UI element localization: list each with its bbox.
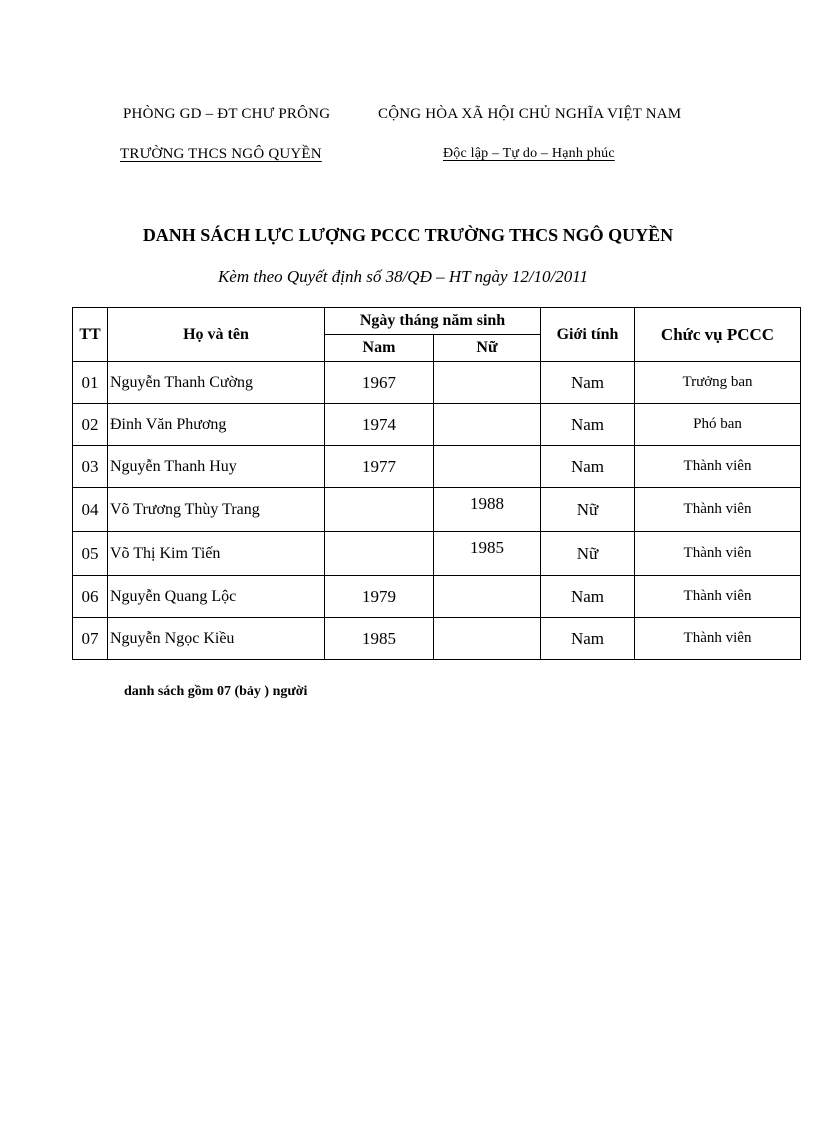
row-name: Võ Thị Kim Tiến [108,532,325,576]
department-name: PHÒNG GD – ĐT CHƯ PRÔNG [123,106,331,122]
table-row [73,576,801,618]
header-row [73,308,801,335]
row-male-year: 1974 [325,404,434,446]
row-name: Nguyễn Thanh Cường [108,362,325,404]
header-tt: TT [73,308,108,362]
row-role: Phó ban [635,404,801,446]
row-name: Nguyễn Quang Lộc [108,576,325,618]
row-female-year [434,618,541,660]
header-role: Chức vụ PCCC [635,308,801,362]
row-role: Thành viên [635,576,801,618]
header-gender: Giới tính [541,308,635,362]
roster-table [72,307,801,660]
row-tt: 05 [73,532,108,576]
row-male-year: 1967 [325,362,434,404]
national-motto: Độc lập – Tự do – Hạnh phúc [443,146,615,161]
row-gender: Nữ [541,488,635,532]
row-tt: 07 [73,618,108,660]
table-row [73,532,801,576]
row-male-year: 1979 [325,576,434,618]
national-title: CỘNG HÒA XÃ HỘI CHỦ NGHĨA VIỆT NAM [378,106,682,122]
row-gender: Nam [541,404,635,446]
school-name: TRƯỜNG THCS NGÔ QUYỀN [120,146,322,162]
row-role: Thành viên [635,488,801,532]
footer-note: danh sách gồm 07 (bảy ) người [124,684,308,699]
row-male-year: 1985 [325,618,434,660]
row-tt: 03 [73,446,108,488]
row-tt: 02 [73,404,108,446]
row-role: Thành viên [635,532,801,576]
row-gender: Nam [541,446,635,488]
row-gender: Nữ [541,532,635,576]
table-row [73,618,801,660]
row-role: Thành viên [635,446,801,488]
row-tt: 04 [73,488,108,532]
row-gender: Nam [541,576,635,618]
row-female-year [434,362,541,404]
table-row [73,404,801,446]
row-role: Thành viên [635,618,801,660]
row-male-year [325,532,434,576]
row-tt: 01 [73,362,108,404]
header-birth: Ngày tháng năm sinh [325,308,541,335]
row-female-year: 1985 [434,532,541,576]
row-female-year [434,446,541,488]
row-male-year: 1977 [325,446,434,488]
table-row [73,446,801,488]
row-gender: Nam [541,618,635,660]
row-male-year [325,488,434,532]
header-name: Họ và tên [108,308,325,362]
document-subtitle: Kèm theo Quyết định số 38/QĐ – HT ngày 12/10/2011 [217,267,589,286]
row-female-year [434,576,541,618]
header-male: Nam [325,335,434,362]
row-name: Nguyễn Ngọc Kiều [108,618,325,660]
row-name: Đinh Văn Phương [108,404,325,446]
row-female-year: 1988 [434,488,541,532]
header-female: Nữ [434,335,541,362]
row-name: Võ Trương Thùy Trang [108,488,325,532]
row-gender: Nam [541,362,635,404]
table-row [73,362,801,404]
row-role: Trưởng ban [635,362,801,404]
table-row [73,488,801,532]
row-name: Nguyễn Thanh Huy [108,446,325,488]
document-title: DANH SÁCH LỰC LƯỢNG PCCC TRƯỜNG THCS NGÔ QUYỀN [142,225,674,245]
row-tt: 06 [73,576,108,618]
row-female-year [434,404,541,446]
